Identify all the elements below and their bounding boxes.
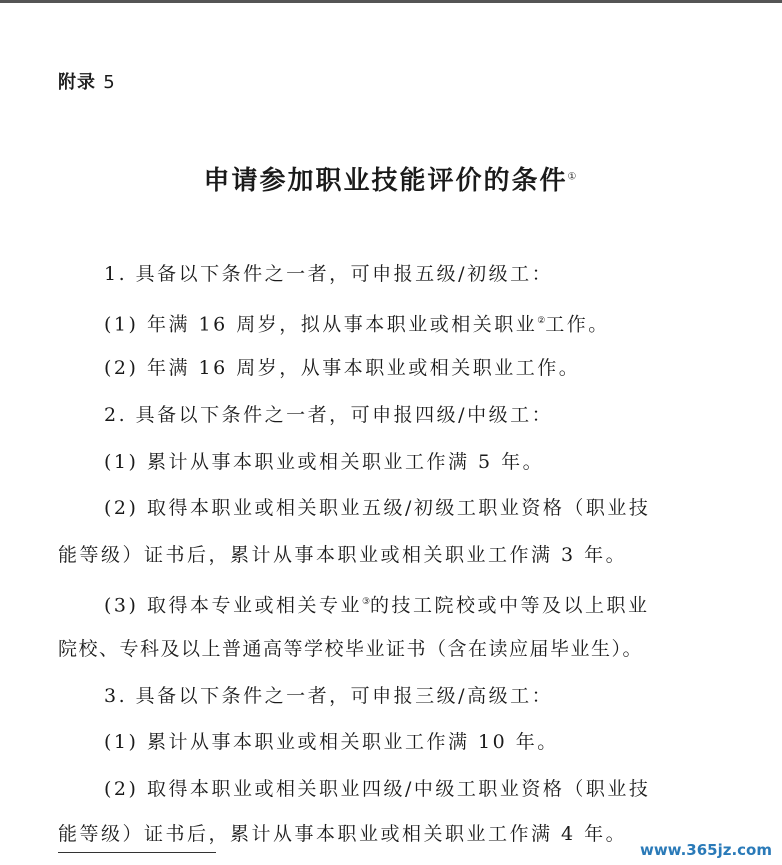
footnote-mark-2: ② bbox=[537, 316, 546, 326]
section-2-item-3 bbox=[104, 590, 650, 617]
section-2-item-2: (2) 取得本职业或相关职业五级/初级工职业资格（职业技 bbox=[104, 497, 651, 519]
footnote-divider bbox=[58, 852, 216, 853]
footnote-mark-3: ③ bbox=[361, 597, 371, 607]
page-title-text: 申请参加职业技能评价的条件 bbox=[203, 166, 568, 196]
section-2-item-1: (1) 累计从事本职业或相关职业工作满 5 年。 bbox=[104, 451, 545, 473]
section-1-item-1-text-b: 工作。 bbox=[545, 313, 610, 336]
top-border bbox=[0, 0, 782, 3]
appendix-number: 5 bbox=[103, 72, 116, 93]
section-1-item-1-text-a: (1) 年满 16 周岁，拟从事本职业或相关职业 bbox=[104, 313, 538, 336]
section-1-item-2: (2) 年满 16 周岁，从事本职业或相关职业工作。 bbox=[104, 357, 581, 379]
section-2-item-2-cont: 能等级）证书后，累计从事本职业或相关职业工作满 3 年。 bbox=[58, 544, 628, 566]
page-title bbox=[0, 160, 782, 197]
section-3-item-1: (1) 累计从事本职业或相关职业工作满 10 年。 bbox=[104, 731, 559, 753]
section-1-heading: 1. 具备以下条件之一者，可申报五级/初级工： bbox=[104, 263, 554, 285]
appendix-label bbox=[58, 68, 116, 94]
title-footnote-mark: ① bbox=[567, 171, 579, 183]
section-2-item-3-text-b: 的技工院校或中等及以上职业 bbox=[370, 594, 650, 617]
section-2-item-3-text-a: (3) 取得本专业或相关专业 bbox=[104, 594, 362, 617]
section-3-heading: 3. 具备以下条件之一者，可申报三级/高级工： bbox=[104, 685, 554, 707]
section-3-item-2-cont: 能等级）证书后，累计从事本职业或相关职业工作满 4 年。 bbox=[58, 823, 628, 845]
section-2-heading: 2. 具备以下条件之一者，可申报四级/中级工： bbox=[104, 404, 554, 426]
watermark: www.365jz.com bbox=[639, 841, 772, 859]
appendix-label-text: 附录 bbox=[58, 72, 96, 93]
section-3-item-2: (2) 取得本职业或相关职业四级/中级工职业资格（职业技 bbox=[104, 778, 651, 800]
section-1-item-1 bbox=[104, 309, 610, 336]
section-2-item-3-cont: 院校、专科及以上普通高等学校毕业证书（含在读应届毕业生）。 bbox=[58, 638, 644, 660]
